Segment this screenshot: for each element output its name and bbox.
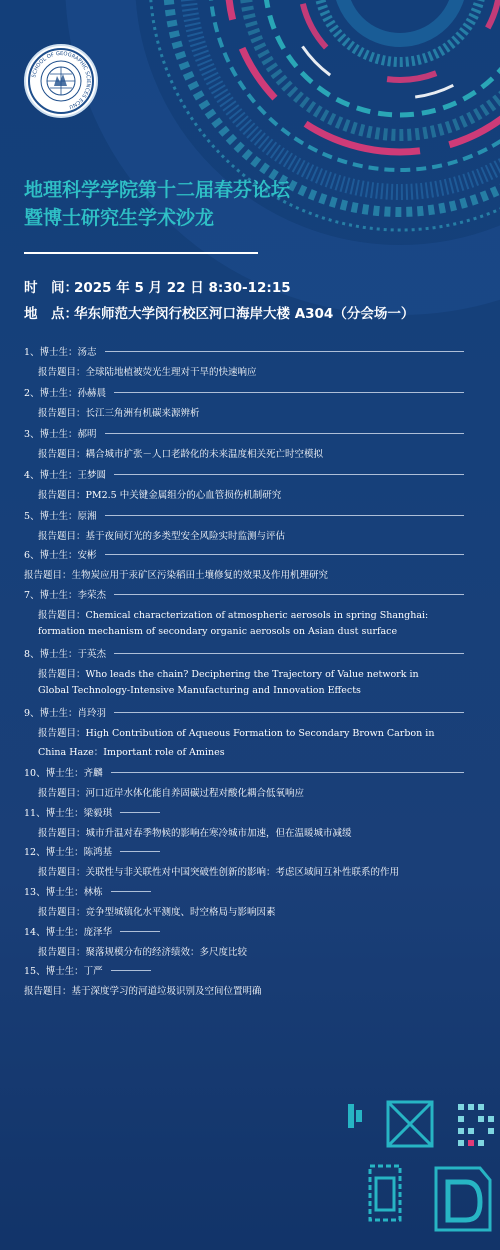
topic-text: 报告题目：Chemical characterization of atmospheric aerosols in spring Shanghai: [38, 610, 429, 621]
topic-text: formation mechanism of secondary organic aerosols on Asian dust surface [38, 626, 398, 637]
topic-row [38, 944, 247, 958]
topic-row [38, 607, 428, 621]
speaker-row [24, 924, 160, 938]
place-info [24, 302, 414, 322]
speaker-row [24, 646, 464, 660]
title-divider [24, 252, 258, 254]
speaker-row [24, 844, 160, 858]
topic-text: 报告题目：基于夜间灯光的多类型安全风险实时监测与评估 [38, 531, 286, 542]
topic-text: 报告题目：城市升温对春季物候的影响在寒冷城市加速，但在温暖城市减缓 [38, 828, 352, 839]
time-info [24, 276, 291, 296]
time-value: 2025 年 5 月 22 日 8:30-12:15 [74, 280, 291, 296]
topic-row-continued [38, 685, 361, 696]
topic-text: 报告题目：全球陆地植被荧光生理对干旱的快速响应 [38, 367, 257, 378]
topic-row [24, 983, 262, 997]
speaker-row [24, 587, 464, 601]
speaker-row [24, 426, 464, 440]
speaker-name: 4、博士生：王梦圆 [24, 470, 107, 481]
speaker-row [24, 705, 464, 719]
topic-text: 报告题目：河口近岸水体化能自养固碳过程对酸化耦合低氧响应 [38, 788, 305, 799]
place-value: 华东师范大学闵行校区河口海岸大楼 A304（分会场一） [74, 306, 415, 322]
speaker-name: 9、博士生：肖玲羽 [24, 708, 107, 719]
topic-text: 报告题目：生物炭应用于汞矿区污染稻田土壤修复的效果及作用机理研究 [24, 570, 329, 581]
topic-row [38, 364, 257, 378]
speaker-name: 3、博士生：郝明 [24, 429, 97, 440]
topic-row [38, 405, 200, 419]
topic-row [38, 725, 434, 739]
speaker-name: 15、博士生：丁严 [24, 966, 103, 977]
speaker-row [24, 467, 464, 481]
topic-row [24, 567, 328, 581]
speaker-row [24, 963, 151, 977]
topic-text: 报告题目：PM2.5 中关键金属组分的心血管损伤机制研究 [38, 490, 282, 501]
title-line-1: 地理科学学院第十二届春芬论坛 [24, 179, 291, 201]
place-label: 地 点： [24, 306, 78, 322]
speaker-name: 11、博士生：梁毅琪 [24, 808, 113, 819]
topic-row-continued [38, 744, 225, 758]
topic-text: 报告题目：聚落规模分布的经济绩效：多尺度比较 [38, 947, 248, 958]
speaker-name: 12、博士生：陈鸿基 [24, 847, 113, 858]
speaker-row [24, 385, 464, 399]
topic-text: 报告题目：耦合城市扩张－人口老龄化的未来温度相关死亡时空模拟 [38, 449, 324, 460]
topic-text: 报告题目：长江三角洲有机碳来源辨析 [38, 408, 200, 419]
speaker-name: 7、博士生：李荣杰 [24, 590, 107, 601]
speaker-row [24, 547, 464, 561]
speaker-name: 14、博士生：庞泽华 [24, 927, 113, 938]
topic-row [38, 904, 276, 918]
topic-row [38, 666, 419, 680]
topic-row [38, 446, 323, 460]
topic-row [38, 864, 399, 878]
topic-row [38, 785, 304, 799]
speaker-name: 8、博士生：于英杰 [24, 649, 107, 660]
topic-text: 报告题目：Who leads the chain? Deciphering the Trajectory of Value network in [38, 669, 419, 680]
forum-title [24, 176, 290, 232]
speaker-name: 5、博士生：原湘 [24, 511, 97, 522]
title-line-2: 暨博士研究生学术沙龙 [24, 207, 215, 229]
speaker-row [24, 805, 160, 819]
topic-text: 报告题目：竞争型城镇化水平测度、时空格局与影响因素 [38, 907, 276, 918]
speaker-row [24, 884, 151, 898]
topic-row [38, 825, 352, 839]
topic-text: 报告题目：基于深度学习的河道垃圾识别及空间位置明确 [24, 986, 262, 997]
topic-text: 报告题目：High Contribution of Aqueous Formation to Secondary Brown Carbon in [38, 728, 435, 739]
speaker-row [24, 765, 464, 779]
svg-text:SCHOOL OF GEOGRAPHIC SCIENCES: SCHOOL OF GEOGRAPHIC SCIENCES ECNU [31, 50, 92, 110]
topic-text: 报告题目：关联性与非关联性对中国突破性创新的影响：考虑区域间互补性联系的作用 [38, 867, 400, 878]
speaker-name: 1、博士生：汤志 [24, 347, 97, 358]
time-label: 时 间： [24, 280, 78, 296]
speaker-row [24, 508, 464, 522]
topic-row [38, 487, 281, 501]
speaker-name: 2、博士生：孙赫晨 [24, 388, 107, 399]
topic-text: China Haze：Important role of Amines [38, 747, 225, 758]
speaker-name: 10、博士生：齐麟 [24, 768, 103, 779]
speaker-name: 13、博士生：林栋 [24, 887, 103, 898]
decorative-pixel-icons [340, 1090, 500, 1250]
school-logo [24, 44, 98, 118]
topic-row [38, 528, 285, 542]
speaker-name: 6、博士生：安彬 [24, 550, 97, 561]
speaker-row [24, 344, 464, 358]
topic-text: Global Technology-Intensive Manufacturing and Innovation Effects [38, 685, 361, 696]
topic-row-continued [38, 626, 397, 637]
